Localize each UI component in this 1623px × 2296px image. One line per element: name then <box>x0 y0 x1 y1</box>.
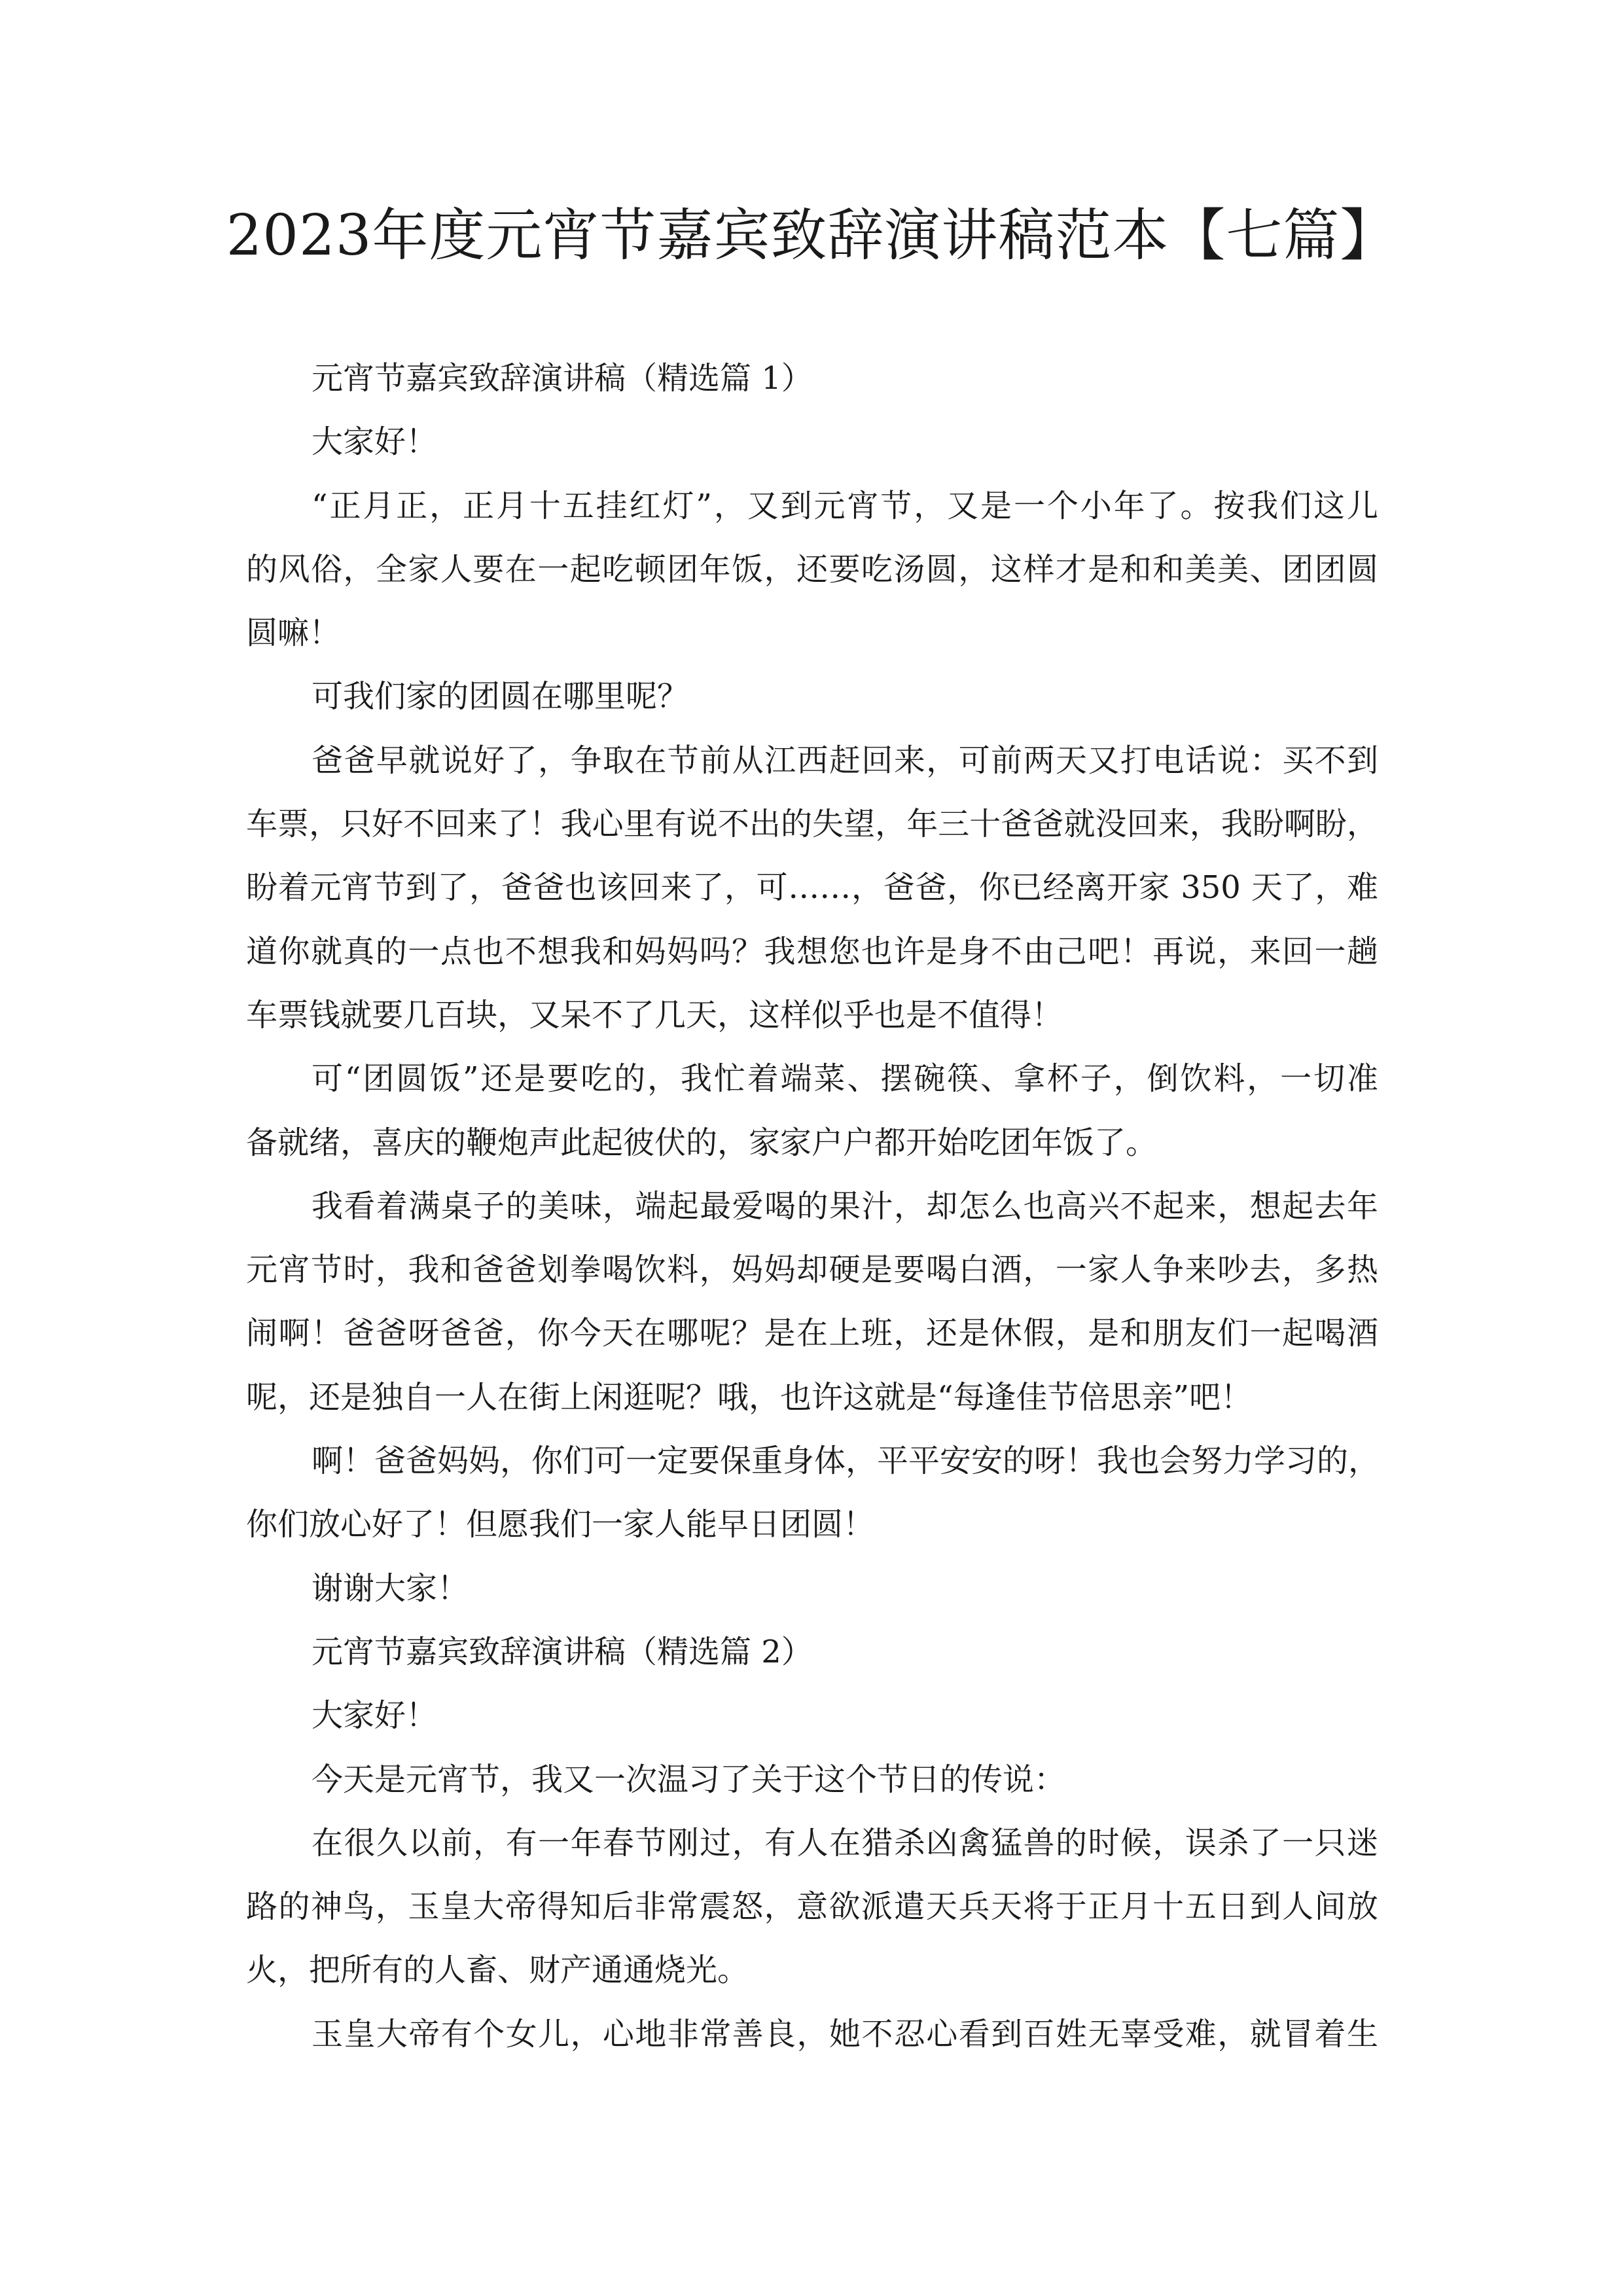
closing-line: 谢谢大家！ <box>312 1570 469 1607</box>
section-heading: 元宵节嘉宾致辞演讲稿（精选篇 1） <box>312 360 813 397</box>
section-heading: 元宵节嘉宾致辞演讲稿（精选篇 2） <box>312 1633 813 1670</box>
paragraph-line: 玉皇大帝有个女儿，心地非常善良，她不忍心看到百姓无辜受难，就冒着生 <box>312 2015 1378 2053</box>
paragraph-line: 圆嘛！ <box>246 615 341 652</box>
paragraph-line: 盼着元宵节到了，爸爸也该回来了，可……，爸爸，你已经离开家 350 天了，难 <box>246 869 1378 906</box>
paragraph-line: 我看着满桌子的美味，端起最爱喝的果汁，却怎么也高兴不起来，想起去年 <box>312 1187 1378 1225</box>
greeting-line: 大家好！ <box>312 423 438 461</box>
paragraph-line: 你们放心好了！但愿我们一家人能早日团圆！ <box>246 1506 875 1543</box>
paragraph-line: 呢，还是独自一人在街上闲逛呢？哦，也许这就是“每逢佳节倍思亲”吧！ <box>246 1378 1253 1416</box>
paragraph-line: 车票钱就要几百块，又呆不了几天，这样似乎也是不值得！ <box>246 996 1063 1033</box>
paragraph-line: 今天是元宵节，我又一次温习了关于这个节日的传说： <box>312 1761 1066 1798</box>
paragraph-line: 闹啊！爸爸呀爸爸，你今天在哪呢？是在上班，还是休假，是和朋友们一起喝酒 <box>246 1315 1378 1352</box>
paragraph-line: 啊！爸爸妈妈，你们可一定要保重身体，平平安安的呀！我也会努力学习的， <box>312 1443 1380 1480</box>
greeting-line: 大家好！ <box>312 1697 438 1734</box>
paragraph-line: 车票，只好不回来了！我心里有说不出的失望，年三十爸爸就没回来，我盼啊盼， <box>246 806 1378 843</box>
paragraph-line: 在很久以前，有一年春节刚过，有人在猎杀凶禽猛兽的时候，误杀了一只迷 <box>312 1824 1378 1861</box>
paragraph-line: 路的神鸟，玉皇大帝得知后非常震怒，意欲派遣天兵天将于正月十五日到人间放 <box>246 1888 1378 1926</box>
paragraph-line: 道你就真的一点也不想我和妈妈吗？我想您也许是身不由己吧！再说，来回一趟 <box>246 933 1378 970</box>
document-body <box>246 347 1378 2066</box>
document-title: 2023年度元宵节嘉宾致辞演讲稿范本【七篇】 <box>226 203 1397 268</box>
paragraph-line: 的风俗，全家人要在一起吃顿团年饭，还要吃汤圆，这样才是和和美美、团团圆 <box>246 550 1378 588</box>
paragraph-line: 备就绪，喜庆的鞭炮声此起彼伏的，家家户户都开始吃团年饭了。 <box>246 1124 1158 1161</box>
paragraph-line: “正月正，正月十五挂红灯”，又到元宵节，又是一个小年了。按我们这儿 <box>312 487 1378 524</box>
paragraph-line: 爸爸早就说好了，争取在节前从江西赶回来，可前两天又打电话说：买不到 <box>312 742 1378 779</box>
paragraph-line: 可我们家的团圆在哪里呢？ <box>312 678 689 715</box>
paragraph-line: 可“团圆饭”还是要吃的，我忙着端菜、摆碗筷、拿杯子，倒饮料，一切准 <box>312 1060 1378 1098</box>
paragraph-line: 元宵节时，我和爸爸划拳喝饮料，妈妈却硬是要喝白酒，一家人争来吵去，多热 <box>246 1251 1378 1289</box>
paragraph-line: 火，把所有的人畜、财产通通烧光。 <box>246 1952 749 1989</box>
